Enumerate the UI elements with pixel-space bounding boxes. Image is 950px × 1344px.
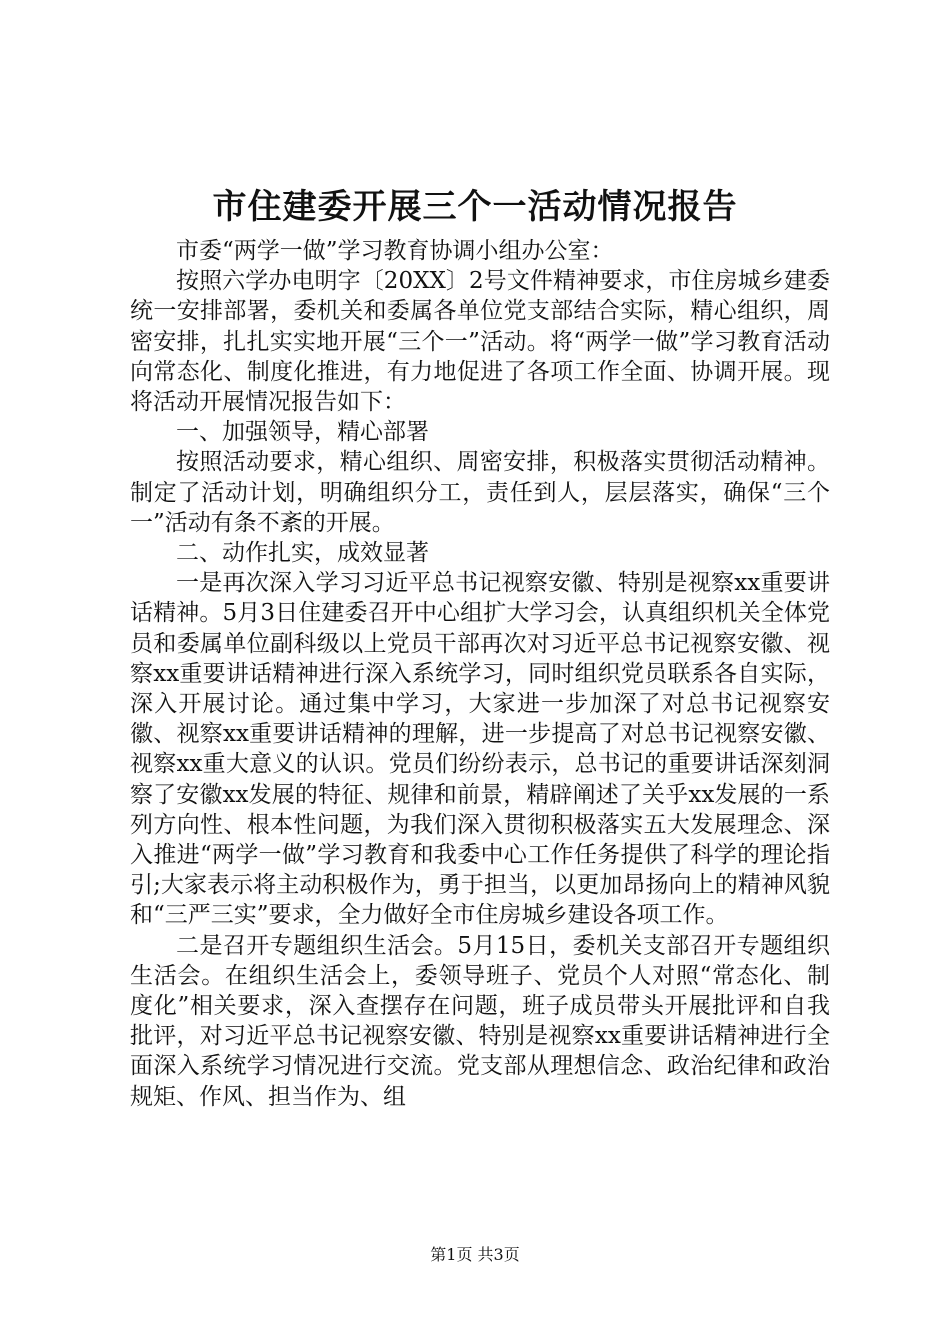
intro-paragraph: 按照六学办电明字〔20XX〕2号文件精神要求，市住房城乡建委统一安排部署，委机关和委属各单位党支部结合实际，精心组织，周密安排，扎扎实实地开展“三个一”活动。将“两学一做”学习教育活动向常态化、制度化推进，有力地促进了各项工作全面、协调开展。现将活动开展情况报告如下： xyxy=(130,268,830,416)
section-heading-2: 二、动作扎实，成效显著 xyxy=(176,540,429,567)
salutation: 市委“两学一做”学习教育协调小组办公室： xyxy=(176,238,614,264)
body-paragraph: 二是召开专题组织生活会。5月15日，委机关支部召开专题组织生活会。在组织生活会上，委领导班子、党员个人对照“常态化、制度化”相关要求，深入查摆存在问题，班子成员带头开展批评和自我批评，对习近平总书记视察安徽、特别是视察xx重要讲话精神进行全面深入系统学习情况进行交流。党支部从理想信念、政治纪律和政治规矩、作风、担当作为、组 xyxy=(130,932,830,1110)
body-paragraph: 一是再次深入学习习近平总书记视察安徽、特别是视察xx重要讲话精神。5月3日住建委召开中心组扩大学习会，认真组织机关全体党员和委属单位副科级以上党员干部再次对习近平总书记视察安徽、视察xx重要讲话精神进行深入系统学习，同时组织党员联系各自实际，深入开展讨论。通过集中学习，大家进一步加深了对总书记视察安徽、视察xx重要讲话精神的理解，进一步提高了对总书记视察安徽、视察xx重大意义的认识。党员们纷纷表示，总书记的重要讲话深刻洞察了安徽xx发展的特征、规律和前景，精辟阐述了关乎xx发展的一系列方向性、根本性问题，为我们深入贯彻积极落实五大发展理念、深入推进“两学一做”学习教育和我委中心工作任务提供了科学的理论指引;大家表示将主动积极作为，勇于担当，以更加昂扬向上的精神风貌和“三严三实”要求，全力做好全市住房城乡建设各项工作。 xyxy=(130,570,830,929)
page-footer: 第1页 共3页 xyxy=(430,1245,520,1264)
document-title: 市住建委开展三个一活动情况报告 xyxy=(212,187,738,227)
body-paragraph: 按照活动要求，精心组织、周密安排，积极落实贯彻活动精神。制定了活动计划，明确组织分工，责任到人，层层落实，确保“三个一”活动有条不紊的开展。 xyxy=(130,449,830,536)
section-heading-1: 一、加强领导，精心部署 xyxy=(176,419,429,446)
document-body xyxy=(130,236,830,1112)
